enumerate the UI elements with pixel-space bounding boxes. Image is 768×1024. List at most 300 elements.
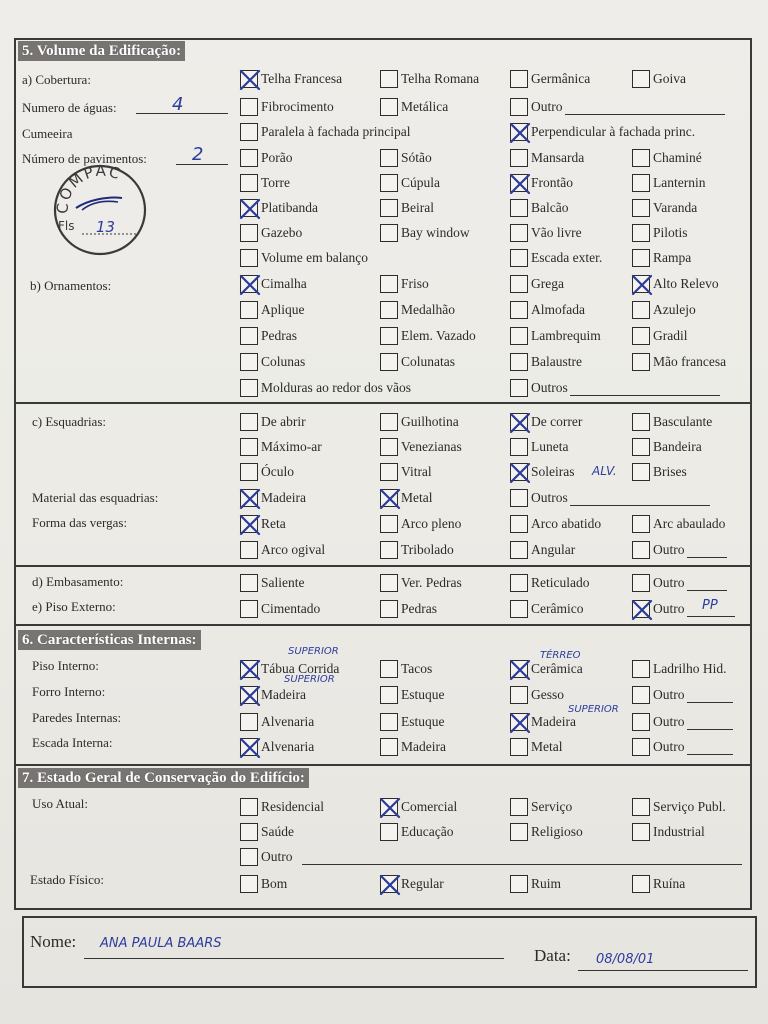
paredes-internas-option-alvenaria[interactable]: [240, 713, 314, 731]
checkbox-unchecked[interactable]: [632, 713, 650, 731]
option-label: Bay window: [401, 225, 470, 240]
checkbox-unchecked[interactable]: [380, 70, 398, 88]
uso-atual-option-saude[interactable]: [240, 823, 294, 841]
option-label: Arco pleno: [401, 516, 462, 531]
forro-interno-option-estuque[interactable]: [380, 686, 445, 704]
escada-interna-option-outro[interactable]: [632, 738, 733, 756]
checkbox-unchecked[interactable]: [380, 199, 398, 217]
option-label: Gesso: [531, 687, 564, 702]
checkbox-checked[interactable]: [632, 275, 650, 293]
option-label: Telha Romana: [401, 71, 480, 86]
piso-interno-option-tacos[interactable]: [380, 660, 432, 678]
checkbox-unchecked[interactable]: [380, 463, 398, 481]
piso-interno-option-ceramica[interactable]: [510, 660, 583, 678]
numero-pavimentos-value[interactable]: 2: [192, 144, 204, 165]
option-label: Aplique: [261, 302, 305, 317]
checkbox-unchecked[interactable]: [240, 713, 258, 731]
ornamentos-option-medalhao[interactable]: [380, 301, 455, 319]
option-label: Outro: [653, 739, 685, 754]
checkbox-unchecked[interactable]: [380, 438, 398, 456]
checkbox-unchecked[interactable]: [510, 438, 528, 456]
checkbox-unchecked[interactable]: [510, 489, 528, 507]
ornamentos-option-elem-vazado[interactable]: [380, 327, 476, 345]
material-option-metal[interactable]: [380, 489, 433, 507]
paredes-internas-label: Paredes Internas:: [32, 710, 122, 725]
option-label: Regular: [401, 876, 444, 891]
volume-option-vao-livre[interactable]: [510, 224, 582, 242]
piso-externo-outro-value[interactable]: PP: [702, 598, 718, 613]
option-label: Saúde: [261, 824, 294, 839]
ornamentos-option-friso[interactable]: [380, 275, 429, 293]
checkbox-checked[interactable]: [510, 660, 528, 678]
ornamentos-option-azulejo[interactable]: [632, 301, 696, 319]
fill-in-line[interactable]: [565, 100, 725, 115]
checkbox-unchecked[interactable]: [510, 686, 528, 704]
option-label: Tribolado: [401, 542, 454, 557]
volume-option-bay-window[interactable]: [380, 224, 470, 242]
paredes-internas-option-estuque[interactable]: [380, 713, 445, 731]
option-label: Alto Relevo: [653, 276, 719, 291]
checkbox-unchecked[interactable]: [510, 798, 528, 816]
option-label: Gradil: [653, 328, 688, 343]
option-label: Cerâmico: [531, 601, 584, 616]
option-label: Ladrilho Hid.: [653, 661, 727, 676]
aguas-option-fibrocimento[interactable]: [240, 98, 334, 116]
checkbox-unchecked[interactable]: [240, 541, 258, 559]
checkbox-unchecked[interactable]: [380, 353, 398, 371]
aguas-option-outro[interactable]: [510, 98, 725, 116]
checkbox-checked[interactable]: [510, 123, 528, 141]
numero-aguas-label: Numero de águas:: [22, 100, 117, 115]
option-label: Arc abaulado: [653, 516, 726, 531]
ornamentos-option-mao-francesa[interactable]: [632, 353, 726, 371]
piso-externo-option-cimentado[interactable]: [240, 600, 320, 618]
material-option-outros[interactable]: [510, 489, 710, 507]
note-superior-forro: SUPERIOR: [284, 674, 335, 685]
checkbox-unchecked[interactable]: [510, 327, 528, 345]
option-label: Pedras: [401, 601, 437, 616]
checkbox-unchecked[interactable]: [380, 413, 398, 431]
note-superior-tabua: SUPERIOR: [288, 646, 339, 657]
option-label: Estuque: [401, 687, 445, 702]
aguas-option-metalica[interactable]: [380, 98, 448, 116]
option-label: Grega: [531, 276, 564, 291]
soleiras-note: ALV.: [592, 464, 617, 478]
compac-stamp: [52, 162, 148, 258]
option-label: Lanternin: [653, 175, 706, 190]
checkbox-checked[interactable]: [240, 738, 258, 756]
uso-atual-option-servico[interactable]: [510, 798, 572, 816]
checkbox-unchecked[interactable]: [632, 224, 650, 242]
option-label: Colunatas: [401, 354, 455, 369]
escada-interna-option-alvenaria[interactable]: [240, 738, 314, 756]
volume-option-varanda[interactable]: [632, 199, 697, 217]
cumeeira-option-perpendicular-a-fachada-princ[interactable]: [510, 123, 695, 141]
cobertura-option-telha-romana[interactable]: [380, 70, 479, 88]
uso-atual-label: Uso Atual:: [32, 796, 88, 811]
estado-fisico-option-bom[interactable]: [240, 875, 287, 893]
checkbox-checked[interactable]: [240, 275, 258, 293]
fill-in-line[interactable]: [687, 543, 727, 558]
forma-option-angular[interactable]: [510, 541, 575, 559]
checkbox-unchecked[interactable]: [380, 174, 398, 192]
ornamentos-option-almofada[interactable]: [510, 301, 585, 319]
checkbox-unchecked[interactable]: [240, 463, 258, 481]
data-label: Data:: [534, 946, 571, 965]
checkbox-unchecked[interactable]: [510, 199, 528, 217]
piso-externo-option-pedras[interactable]: [380, 600, 437, 618]
checkbox-unchecked[interactable]: [380, 515, 398, 533]
checkbox-unchecked[interactable]: [240, 224, 258, 242]
ornamentos-option-colunas[interactable]: [240, 353, 305, 371]
option-label: Brises: [653, 464, 687, 479]
fill-in-line[interactable]: [570, 381, 720, 396]
option-label: Vitral: [401, 464, 432, 479]
option-label: Azulejo: [653, 302, 696, 317]
checkbox-unchecked[interactable]: [240, 823, 258, 841]
ornamentos-option-balaustre[interactable]: [510, 353, 582, 371]
volume-option-rampa[interactable]: [632, 249, 691, 267]
estado-fisico-option-ruina[interactable]: [632, 875, 685, 893]
checkbox-unchecked[interactable]: [632, 438, 650, 456]
checkbox-unchecked[interactable]: [380, 224, 398, 242]
volume-option-porao[interactable]: [240, 149, 293, 167]
forma-option-arco-ogival[interactable]: [240, 541, 325, 559]
volume-option-pilotis[interactable]: [632, 224, 688, 242]
checkbox-unchecked[interactable]: [632, 353, 650, 371]
embasamento-option-outro[interactable]: [632, 574, 727, 592]
option-label: Arco ogival: [261, 542, 326, 557]
cumeeira-option-paralela-a-fachada-principal[interactable]: [240, 123, 411, 141]
uso-atual-option-outro[interactable]: [240, 848, 293, 866]
outro-uso-line: [302, 864, 742, 865]
ornamentos-option-aplique[interactable]: [240, 301, 305, 319]
checkbox-unchecked[interactable]: [632, 875, 650, 893]
ornamentos-option-grega[interactable]: [510, 275, 564, 293]
note-terreo-ceramica: TÉRREO: [540, 650, 581, 661]
volume-option-torre[interactable]: [240, 174, 290, 192]
checkbox-unchecked[interactable]: [240, 249, 258, 267]
cumeeira-label: Cumeeira: [22, 126, 73, 141]
esquadrias-option-brises[interactable]: [632, 463, 687, 481]
forro-interno-option-madeira[interactable]: [240, 686, 306, 704]
esquadrias-option-vitral[interactable]: [380, 463, 432, 481]
checkbox-unchecked[interactable]: [632, 463, 650, 481]
forro-interno-option-outro[interactable]: [632, 686, 733, 704]
option-label: Guilhotina: [401, 414, 459, 429]
forma-option-outro[interactable]: [632, 541, 727, 559]
option-label: Saliente: [261, 575, 305, 590]
esquadrias-option-bandeira[interactable]: [632, 438, 702, 456]
cobertura-option-germanica[interactable]: [510, 70, 590, 88]
checkbox-unchecked[interactable]: [240, 353, 258, 371]
checkbox-checked[interactable]: [240, 686, 258, 704]
checkbox-unchecked[interactable]: [510, 275, 528, 293]
stamp-fls-value: 13: [96, 218, 116, 236]
volume-option-balcao[interactable]: [510, 199, 568, 217]
ornamentos-label: b) Ornamentos:: [30, 278, 112, 293]
option-label: Sótão: [401, 150, 432, 165]
esquadrias-option-luneta[interactable]: [510, 438, 568, 456]
checkbox-checked[interactable]: [380, 798, 398, 816]
checkbox-unchecked[interactable]: [632, 149, 650, 167]
esquadrias-option-venezianas[interactable]: [380, 438, 462, 456]
esquadrias-option-oculo[interactable]: [240, 463, 294, 481]
checkbox-checked[interactable]: [240, 515, 258, 533]
ornamentos-option-molduras-ao-redor-dos-vaos[interactable]: [240, 379, 411, 397]
checkbox-unchecked[interactable]: [632, 301, 650, 319]
cobertura-option-telha-francesa[interactable]: [240, 70, 342, 88]
numero-aguas-value[interactable]: 4: [172, 94, 184, 115]
escada-interna-option-madeira[interactable]: [380, 738, 446, 756]
volume-option-mansarda[interactable]: [510, 149, 584, 167]
fill-in-line[interactable]: [687, 715, 733, 730]
embasamento-option-ver-pedras[interactable]: [380, 574, 462, 592]
checkbox-unchecked[interactable]: [380, 541, 398, 559]
checkbox-unchecked[interactable]: [632, 738, 650, 756]
option-label: Madeira: [401, 739, 446, 754]
volume-option-escada-exter[interactable]: [510, 249, 602, 267]
option-label: Óculo: [261, 464, 294, 479]
checkbox-unchecked[interactable]: [632, 574, 650, 592]
checkbox-unchecked[interactable]: [632, 686, 650, 704]
checkbox-unchecked[interactable]: [510, 515, 528, 533]
checkbox-unchecked[interactable]: [240, 798, 258, 816]
volume-option-volume-em-balanco[interactable]: [240, 249, 368, 267]
forro-interno-option-gesso[interactable]: [510, 686, 564, 704]
option-label: Molduras ao redor dos vãos: [261, 380, 411, 395]
uso-atual-option-comercial[interactable]: [380, 798, 457, 816]
checkbox-unchecked[interactable]: [240, 327, 258, 345]
checkbox-unchecked[interactable]: [380, 713, 398, 731]
option-label: Religioso: [531, 824, 583, 839]
option-label: Madeira: [261, 490, 306, 505]
checkbox-unchecked[interactable]: [510, 98, 528, 116]
checkbox-unchecked[interactable]: [510, 353, 528, 371]
checkbox-unchecked[interactable]: [510, 574, 528, 592]
checkbox-unchecked[interactable]: [510, 224, 528, 242]
checkbox-unchecked[interactable]: [510, 249, 528, 267]
checkbox-unchecked[interactable]: [632, 327, 650, 345]
ornamentos-option-cimalha[interactable]: [240, 275, 307, 293]
forma-option-arco-abatido[interactable]: [510, 515, 601, 533]
forma-option-tribolado[interactable]: [380, 541, 454, 559]
ornamentos-option-outros[interactable]: [510, 379, 720, 397]
checkbox-unchecked[interactable]: [240, 574, 258, 592]
checkbox-unchecked[interactable]: [510, 70, 528, 88]
checkbox-unchecked[interactable]: [380, 98, 398, 116]
checkbox-checked[interactable]: [510, 713, 528, 731]
checkbox-unchecked[interactable]: [240, 875, 258, 893]
option-label: De correr: [531, 414, 583, 429]
checkbox-checked[interactable]: [510, 463, 528, 481]
volume-option-chamine[interactable]: [632, 149, 702, 167]
section-5-title: 5. Volume da Edificação:: [18, 41, 185, 61]
esquadrias-option-soleiras[interactable]: [510, 463, 575, 481]
checkbox-unchecked[interactable]: [632, 199, 650, 217]
checkbox-checked[interactable]: [632, 600, 650, 618]
checkbox-checked[interactable]: [240, 489, 258, 507]
uso-atual-option-servico-publ[interactable]: [632, 798, 726, 816]
numero-pavimentos-label: Número de pavimentos:: [22, 151, 147, 166]
ornamentos-option-pedras[interactable]: [240, 327, 297, 345]
embasamento-option-saliente[interactable]: [240, 574, 305, 592]
checkbox-unchecked[interactable]: [510, 301, 528, 319]
ornamentos-option-alto-relevo[interactable]: [632, 275, 719, 293]
estado-fisico-option-regular[interactable]: [380, 875, 444, 893]
ornamentos-option-gradil[interactable]: [632, 327, 688, 345]
option-label: Torre: [261, 175, 291, 190]
ornamentos-option-lambrequim[interactable]: [510, 327, 601, 345]
checkbox-unchecked[interactable]: [510, 379, 528, 397]
checkbox-unchecked[interactable]: [380, 574, 398, 592]
checkbox-unchecked[interactable]: [632, 798, 650, 816]
forma-option-reta[interactable]: [240, 515, 286, 533]
checkbox-unchecked[interactable]: [632, 541, 650, 559]
checkbox-unchecked[interactable]: [380, 327, 398, 345]
paredes-internas-option-madeira[interactable]: [510, 713, 576, 731]
option-label: Elem. Vazado: [401, 328, 476, 343]
checkbox-unchecked[interactable]: [510, 823, 528, 841]
option-label: Máximo-ar: [261, 439, 322, 454]
option-label: Reta: [261, 516, 286, 531]
checkbox-unchecked[interactable]: [240, 149, 258, 167]
checkbox-unchecked[interactable]: [240, 848, 258, 866]
volume-option-beiral[interactable]: [380, 199, 434, 217]
volume-option-lanternin[interactable]: [632, 174, 705, 192]
checkbox-unchecked[interactable]: [632, 174, 650, 192]
fill-in-line[interactable]: [687, 688, 733, 703]
checkbox-unchecked[interactable]: [510, 875, 528, 893]
volume-option-gazebo[interactable]: [240, 224, 302, 242]
option-label: Tacos: [401, 661, 433, 676]
piso-externo-option-outro[interactable]: [632, 600, 735, 618]
ornamentos-option-colunatas[interactable]: [380, 353, 455, 371]
checkbox-unchecked[interactable]: [240, 301, 258, 319]
checkbox-unchecked[interactable]: [240, 174, 258, 192]
checkbox-unchecked[interactable]: [632, 823, 650, 841]
cobertura-option-goiva[interactable]: [632, 70, 686, 88]
material-esquadrias-label: Material das esquadrias:: [32, 490, 159, 505]
option-label: Bandeira: [653, 439, 702, 454]
forma-option-arco-pleno[interactable]: [380, 515, 461, 533]
checkbox-unchecked[interactable]: [632, 70, 650, 88]
checkbox-unchecked[interactable]: [380, 275, 398, 293]
volume-option-frontao[interactable]: [510, 174, 573, 192]
checkbox-unchecked[interactable]: [240, 413, 258, 431]
checkbox-unchecked[interactable]: [632, 660, 650, 678]
checkbox-unchecked[interactable]: [510, 541, 528, 559]
checkbox-unchecked[interactable]: [632, 413, 650, 431]
checkbox-unchecked[interactable]: [240, 98, 258, 116]
option-label: Volume em balanço: [261, 250, 368, 265]
option-label: Basculante: [653, 414, 713, 429]
esquadrias-option-guilhotina[interactable]: [380, 413, 459, 431]
option-label: Balaustre: [531, 354, 582, 369]
uso-atual-option-educacao[interactable]: [380, 823, 453, 841]
option-label: Telha Francesa: [261, 71, 343, 86]
option-label: Outro: [531, 99, 563, 114]
volume-option-platibanda[interactable]: [240, 199, 318, 217]
note-superior-paredes: SUPERIOR: [568, 704, 619, 715]
esquadrias-option-maximo-ar[interactable]: [240, 438, 322, 456]
escada-interna-option-metal[interactable]: [510, 738, 563, 756]
option-label: Cimentado: [261, 601, 321, 616]
fill-in-line[interactable]: [687, 740, 733, 755]
checkbox-unchecked[interactable]: [380, 600, 398, 618]
option-label: Outro: [653, 687, 685, 702]
piso-interno-option-ladrilho-hid[interactable]: [632, 660, 727, 678]
checkbox-unchecked[interactable]: [380, 660, 398, 678]
section-divider: [14, 565, 752, 567]
checkbox-unchecked[interactable]: [240, 379, 258, 397]
embasamento-option-reticulado[interactable]: [510, 574, 589, 592]
estado-fisico-option-ruim[interactable]: [510, 875, 561, 893]
data-value[interactable]: 08/08/01: [596, 952, 655, 967]
fill-in-line[interactable]: [570, 491, 710, 506]
esquadrias-option-de-correr[interactable]: [510, 413, 582, 431]
checkbox-checked[interactable]: [240, 199, 258, 217]
stamp-text: COMPAC: [53, 162, 125, 215]
checkbox-checked[interactable]: [240, 660, 258, 678]
checkbox-unchecked[interactable]: [632, 249, 650, 267]
option-label: Vão livre: [531, 225, 582, 240]
checkbox-unchecked[interactable]: [240, 123, 258, 141]
checkbox-unchecked[interactable]: [380, 149, 398, 167]
checkbox-checked[interactable]: [380, 489, 398, 507]
paredes-internas-option-outro[interactable]: [632, 713, 733, 731]
forma-option-arc-abaulado[interactable]: [632, 515, 725, 533]
uso-atual-option-religioso[interactable]: [510, 823, 583, 841]
option-label: Serviço Publ.: [653, 799, 726, 814]
checkbox-unchecked[interactable]: [380, 686, 398, 704]
checkbox-unchecked[interactable]: [510, 600, 528, 618]
uso-atual-option-residencial[interactable]: [240, 798, 324, 816]
uso-atual-option-industrial[interactable]: [632, 823, 705, 841]
option-label: Soleiras: [531, 464, 575, 479]
nome-line: [84, 958, 504, 959]
volume-option-sotao[interactable]: [380, 149, 432, 167]
option-label: Arco abatido: [531, 516, 602, 531]
piso-externo-option-ceramico[interactable]: [510, 600, 583, 618]
volume-option-cupula[interactable]: [380, 174, 440, 192]
option-label: Estuque: [401, 714, 445, 729]
section-divider: [14, 624, 752, 626]
checkbox-unchecked[interactable]: [632, 515, 650, 533]
checkbox-checked[interactable]: [510, 174, 528, 192]
checkbox-unchecked[interactable]: [510, 149, 528, 167]
checkbox-checked[interactable]: [510, 413, 528, 431]
option-label: Almofada: [531, 302, 585, 317]
checkbox-unchecked[interactable]: [240, 438, 258, 456]
option-label: Perpendicular à fachada princ.: [531, 124, 696, 139]
esquadrias-option-de-abrir[interactable]: [240, 413, 306, 431]
checkbox-unchecked[interactable]: [510, 738, 528, 756]
option-label: Educação: [401, 824, 454, 839]
checkbox-checked[interactable]: [380, 875, 398, 893]
nome-value[interactable]: ANA PAULA BAARS: [100, 936, 222, 951]
option-label: Porão: [261, 150, 293, 165]
checkbox-checked[interactable]: [240, 70, 258, 88]
checkbox-unchecked[interactable]: [380, 301, 398, 319]
esquadrias-option-basculante[interactable]: [632, 413, 712, 431]
material-option-madeira[interactable]: [240, 489, 306, 507]
checkbox-unchecked[interactable]: [240, 600, 258, 618]
checkbox-unchecked[interactable]: [380, 738, 398, 756]
fill-in-line[interactable]: [687, 576, 727, 591]
stamp-fls-label: Fls: [58, 219, 75, 233]
checkbox-unchecked[interactable]: [380, 823, 398, 841]
